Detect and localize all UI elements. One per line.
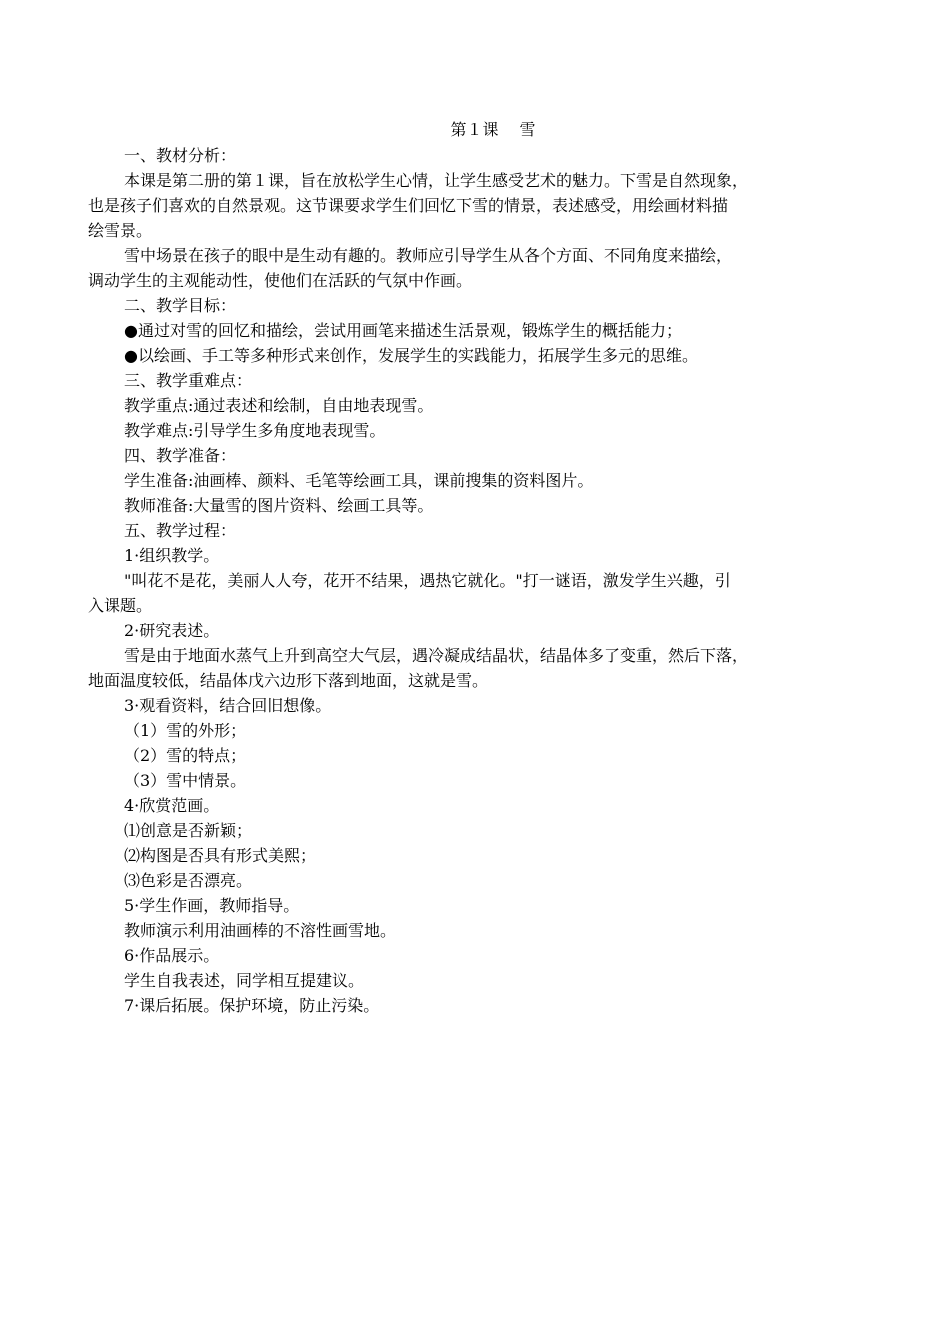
paragraph-first-line: 本课是第二册的第１课，旨在放松学生心情，让学生感受艺术的魅力。下雪是自然现象，	[124, 171, 749, 190]
text-line: 7·课后拓展。保护环境，防止污染。	[124, 996, 380, 1015]
text-line: 3·观看资料，结合回旧想像。	[124, 696, 332, 715]
text-line: 6·作品展示。	[124, 946, 220, 965]
document-page	[88, 117, 888, 1018]
text-line: 2·研究表述。	[124, 621, 220, 640]
paragraph-continuation-line: 绘雪景。	[88, 221, 153, 240]
text-line: 一、教材分析：	[124, 146, 237, 165]
text-line: 四、教学准备：	[124, 446, 237, 465]
paragraph-continuation-line: 地面温度较低，结晶体戊六边形下落到地面，这就是雪。	[88, 671, 489, 690]
text-line: 教师演示利用油画棒的不溶性画雪地。	[124, 921, 397, 940]
paragraph-first-line: "叫花不是花，美丽人人夸，花开不结果，遇热它就化。"打一谜语，激发学生兴趣，引	[124, 571, 731, 590]
text-line: ●通过对雪的回忆和描绘，尝试用画笔来描述生活景观，锻炼学生的概括能力；	[124, 321, 682, 340]
text-line: （1）雪的外形；	[124, 721, 247, 740]
paragraph-first-line: 雪是由于地面水蒸气上升到高空大气层，遇冷凝成结晶状，结晶体多了变重，然后下落，	[124, 646, 749, 665]
paragraph	[88, 568, 888, 618]
text-line: 三、教学重难点：	[124, 371, 253, 390]
paragraph-continuation-line: 调动学生的主观能动性，使他们在活跃的气氛中作画。	[88, 271, 473, 290]
text-line: 1·组织教学。	[124, 546, 220, 565]
text-line: ⑴创意是否新颖；	[124, 821, 253, 840]
paragraph-continuation-line: 入课题。	[88, 596, 153, 615]
text-line: 教学难点:引导学生多角度地表现雪。	[124, 421, 386, 440]
text-line: 学生准备:油画棒、颜料、毛笔等绘画工具，课前搜集的资料图片。	[124, 471, 594, 490]
text-line: ⑶色彩是否漂亮。	[124, 871, 253, 890]
text-line: （3）雪中情景。	[124, 771, 247, 790]
paragraph	[88, 243, 888, 293]
document-body	[88, 143, 888, 1018]
paragraph-continuation-line: 也是孩子们喜欢的自然景观。这节课要求学生们回忆下雪的情景，表述感受，用绘画材料描	[88, 196, 729, 215]
text-line: ⑵构图是否具有形式美熙；	[124, 846, 317, 865]
text-line: 教师准备:大量雪的图片资料、绘画工具等。	[124, 496, 434, 515]
text-line: 5·学生作画，教师指导。	[124, 896, 300, 915]
document-title: 第１课 雪	[450, 120, 536, 139]
text-line: ●以绘画、手工等多种形式来创作，发展学生的实践能力，拓展学生多元的思维。	[124, 346, 698, 365]
text-line: 学生自我表述，同学相互提建议。	[124, 971, 365, 990]
text-line: 二、教学目标：	[124, 296, 237, 315]
text-line: 教学重点:通过表述和绘制，自由地表现雪。	[124, 396, 434, 415]
paragraph	[88, 643, 888, 693]
text-line: 五、教学过程：	[124, 521, 237, 540]
text-line: 4·欣赏范画。	[124, 796, 220, 815]
text-line: （2）雪的特点；	[124, 746, 247, 765]
paragraph	[88, 168, 888, 243]
paragraph-first-line: 雪中场景在孩子的眼中是生动有趣的。教师应引导学生从各个方面、不同角度来描绘，	[124, 246, 733, 265]
